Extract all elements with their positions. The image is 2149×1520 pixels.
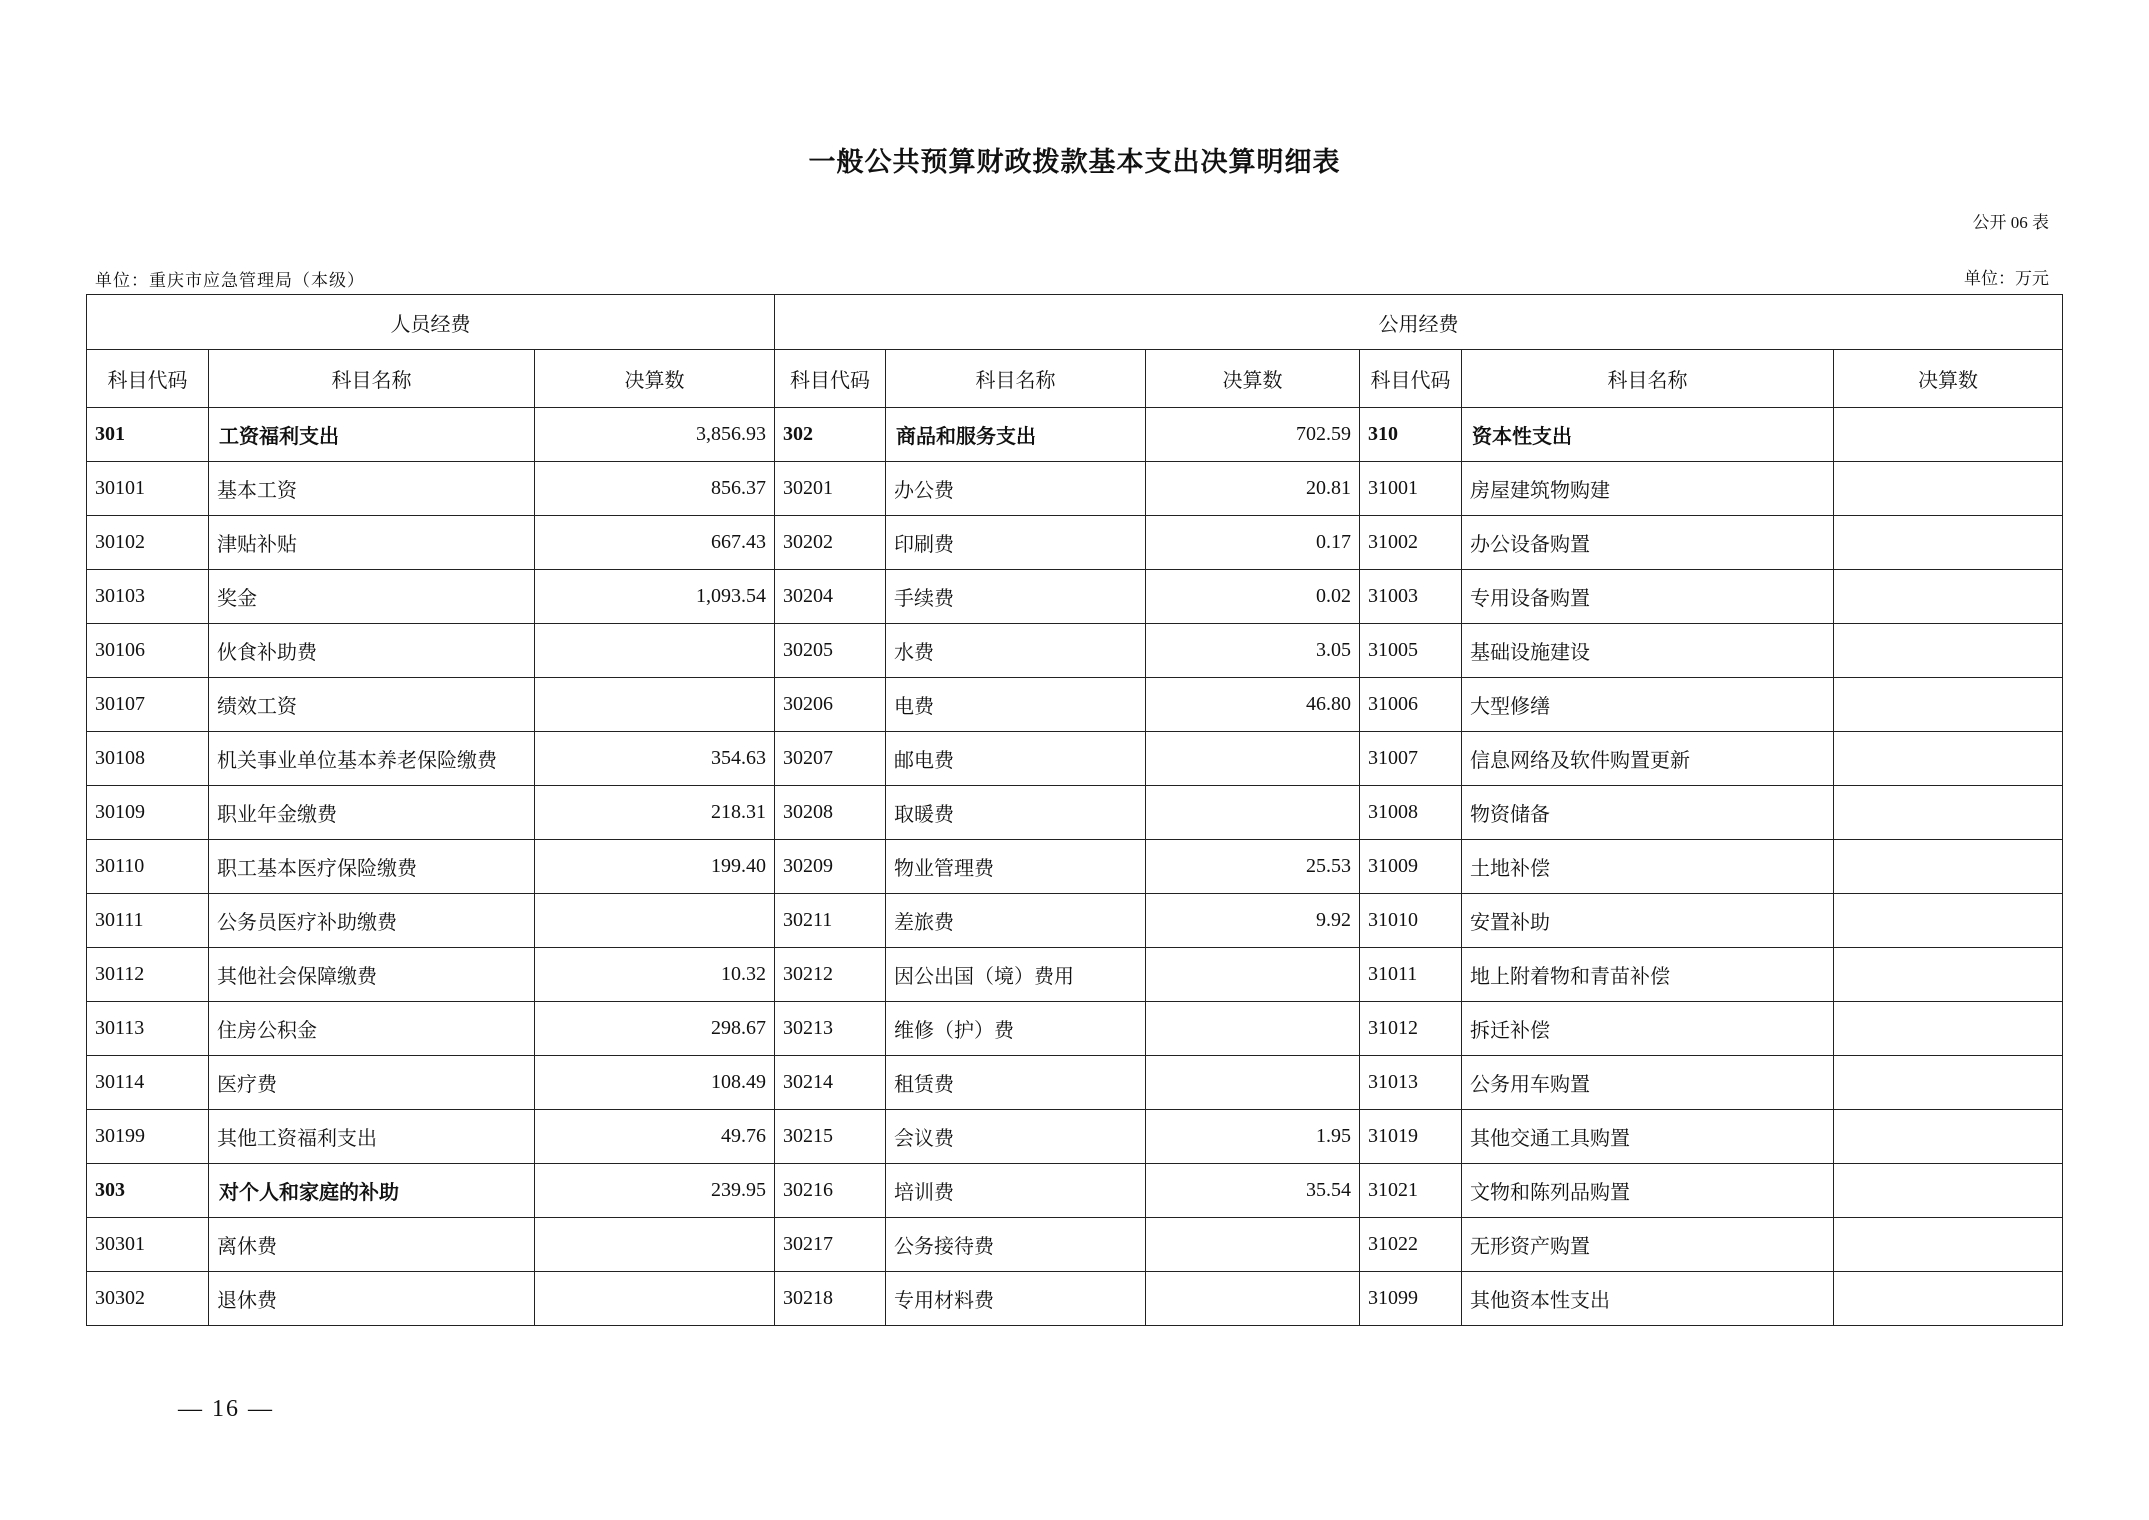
- amount-cell: [1834, 894, 2063, 948]
- subject-name-cell: 专用材料费: [886, 1272, 1146, 1326]
- subject-code-cell: 30212: [775, 948, 886, 1002]
- subject-code-cell: 30208: [775, 786, 886, 840]
- subject-name-cell: 文物和陈列品购置: [1462, 1164, 1834, 1218]
- subject-name-cell: 电费: [886, 678, 1146, 732]
- subject-code-cell: 30113: [87, 1002, 209, 1056]
- subject-name-cell: 伙食补助费: [209, 624, 535, 678]
- subject-code-cell: 30110: [87, 840, 209, 894]
- subject-code-cell: 31007: [1360, 732, 1462, 786]
- amount-cell: [1834, 1110, 2063, 1164]
- subject-code-cell: 31009: [1360, 840, 1462, 894]
- subject-name-cell: 房屋建筑物购建: [1462, 462, 1834, 516]
- subject-code-cell: 30209: [775, 840, 886, 894]
- table-row: [87, 1056, 2063, 1110]
- subject-code-cell: 31099: [1360, 1272, 1462, 1326]
- subject-name-cell: 住房公积金: [209, 1002, 535, 1056]
- table-row: [87, 732, 2063, 786]
- subject-name-cell: 其他资本性支出: [1462, 1272, 1834, 1326]
- amount-cell: 354.63: [535, 732, 775, 786]
- subject-code-cell: 30112: [87, 948, 209, 1002]
- amount-cell: [1834, 1218, 2063, 1272]
- amount-cell: 10.32: [535, 948, 775, 1002]
- column-header-amount: 决算数: [1834, 350, 2063, 408]
- amount-cell: [1834, 840, 2063, 894]
- amount-cell: 298.67: [535, 1002, 775, 1056]
- amount-cell: [535, 624, 775, 678]
- expenditure-table: [86, 294, 2063, 1326]
- subject-code-cell: 30114: [87, 1056, 209, 1110]
- subject-name-cell: 机关事业单位基本养老保险缴费: [209, 732, 535, 786]
- subject-code-cell: 30109: [87, 786, 209, 840]
- subject-code-cell: 31003: [1360, 570, 1462, 624]
- subject-name-cell: 基础设施建设: [1462, 624, 1834, 678]
- subject-code-cell: 30101: [87, 462, 209, 516]
- subject-code-cell: 30217: [775, 1218, 886, 1272]
- amount-cell: 856.37: [535, 462, 775, 516]
- subject-code-cell: 30111: [87, 894, 209, 948]
- amount-cell: [1834, 624, 2063, 678]
- subject-code-cell: 31011: [1360, 948, 1462, 1002]
- column-header-name: 科目名称: [886, 350, 1146, 408]
- amount-cell: 46.80: [1146, 678, 1360, 732]
- amount-cell: [1834, 1056, 2063, 1110]
- amount-cell: 1,093.54: [535, 570, 775, 624]
- subject-name-cell: 培训费: [886, 1164, 1146, 1218]
- subject-name-cell: 其他交通工具购置: [1462, 1110, 1834, 1164]
- page-number: — 16 —: [178, 1396, 274, 1422]
- amount-cell: [1146, 1056, 1360, 1110]
- amount-cell: 9.92: [1146, 894, 1360, 948]
- table-row: [87, 840, 2063, 894]
- amount-cell: [1146, 732, 1360, 786]
- amount-cell: [1146, 1218, 1360, 1272]
- amount-cell: 702.59: [1146, 408, 1360, 462]
- table-row: [87, 948, 2063, 1002]
- amount-cell: [535, 1272, 775, 1326]
- subject-code-cell: 30103: [87, 570, 209, 624]
- subject-name-cell: 租赁费: [886, 1056, 1146, 1110]
- table-row: [87, 570, 2063, 624]
- amount-cell: [1834, 408, 2063, 462]
- subject-name-cell: 安置补助: [1462, 894, 1834, 948]
- subject-code-cell: 303: [87, 1164, 209, 1218]
- subject-name-cell: 办公设备购置: [1462, 516, 1834, 570]
- subject-name-cell: 公务接待费: [886, 1218, 1146, 1272]
- subject-code-cell: 31012: [1360, 1002, 1462, 1056]
- amount-cell: 0.02: [1146, 570, 1360, 624]
- subject-name-cell: 其他社会保障缴费: [209, 948, 535, 1002]
- table-row: [87, 1110, 2063, 1164]
- subject-code-cell: 30102: [87, 516, 209, 570]
- subject-code-cell: 30106: [87, 624, 209, 678]
- amount-cell: [1834, 786, 2063, 840]
- subject-name-cell: 物资储备: [1462, 786, 1834, 840]
- table-row: [87, 462, 2063, 516]
- subject-code-cell: 31008: [1360, 786, 1462, 840]
- table-row: [87, 1164, 2063, 1218]
- table-row: [87, 408, 2063, 462]
- reporting-unit: 单位：重庆市应急管理局（本级）: [95, 271, 365, 290]
- amount-cell: 239.95: [535, 1164, 775, 1218]
- table-row: [87, 624, 2063, 678]
- amount-cell: 3.05: [1146, 624, 1360, 678]
- table-row: [87, 678, 2063, 732]
- amount-cell: [535, 894, 775, 948]
- amount-cell: 3,856.93: [535, 408, 775, 462]
- subject-name-cell: 商品和服务支出: [886, 408, 1146, 462]
- subject-name-cell: 职工基本医疗保险缴费: [209, 840, 535, 894]
- subject-code-cell: 310: [1360, 408, 1462, 462]
- subject-code-cell: 31002: [1360, 516, 1462, 570]
- amount-cell: [1834, 462, 2063, 516]
- subject-code-cell: 302: [775, 408, 886, 462]
- subject-name-cell: 地上附着物和青苗补偿: [1462, 948, 1834, 1002]
- amount-cell: [1834, 948, 2063, 1002]
- table-row: [87, 1272, 2063, 1326]
- subject-name-cell: 无形资产购置: [1462, 1218, 1834, 1272]
- subject-name-cell: 维修（护）费: [886, 1002, 1146, 1056]
- subject-code-cell: 30206: [775, 678, 886, 732]
- table-row: [87, 1002, 2063, 1056]
- amount-cell: [1834, 516, 2063, 570]
- table-row: [87, 1218, 2063, 1272]
- subject-code-cell: 301: [87, 408, 209, 462]
- subject-code-cell: 30218: [775, 1272, 886, 1326]
- subject-code-cell: 30215: [775, 1110, 886, 1164]
- column-header-code: 科目代码: [775, 350, 886, 408]
- subject-name-cell: 其他工资福利支出: [209, 1110, 535, 1164]
- subject-name-cell: 津贴补贴: [209, 516, 535, 570]
- subject-name-cell: 办公费: [886, 462, 1146, 516]
- subject-name-cell: 奖金: [209, 570, 535, 624]
- subject-code-cell: 31019: [1360, 1110, 1462, 1164]
- subject-code-cell: 30213: [775, 1002, 886, 1056]
- subject-name-cell: 取暖费: [886, 786, 1146, 840]
- amount-cell: [1834, 1164, 2063, 1218]
- document-title: 一般公共预算财政拨款基本支出决算明细表: [808, 147, 1341, 177]
- table-row: [87, 894, 2063, 948]
- amount-cell: [1834, 1002, 2063, 1056]
- amount-cell: 1.95: [1146, 1110, 1360, 1164]
- amount-cell: 667.43: [535, 516, 775, 570]
- subject-code-cell: 30108: [87, 732, 209, 786]
- group-header-public: 公用经费: [775, 295, 2063, 350]
- subject-name-cell: 离休费: [209, 1218, 535, 1272]
- amount-cell: [535, 678, 775, 732]
- table-row: [87, 516, 2063, 570]
- subject-name-cell: 差旅费: [886, 894, 1146, 948]
- subject-code-cell: 30204: [775, 570, 886, 624]
- subject-code-cell: 30301: [87, 1218, 209, 1272]
- subject-name-cell: 物业管理费: [886, 840, 1146, 894]
- amount-cell: [1146, 786, 1360, 840]
- currency-unit: 单位：万元: [1964, 269, 2049, 288]
- subject-name-cell: 土地补偿: [1462, 840, 1834, 894]
- subject-name-cell: 资本性支出: [1462, 408, 1834, 462]
- subject-name-cell: 邮电费: [886, 732, 1146, 786]
- subject-name-cell: 职业年金缴费: [209, 786, 535, 840]
- amount-cell: [1146, 1272, 1360, 1326]
- column-header-code: 科目代码: [87, 350, 209, 408]
- subject-name-cell: 退休费: [209, 1272, 535, 1326]
- amount-cell: 0.17: [1146, 516, 1360, 570]
- subject-code-cell: 31013: [1360, 1056, 1462, 1110]
- subject-name-cell: 对个人和家庭的补助: [209, 1164, 535, 1218]
- subject-name-cell: 水费: [886, 624, 1146, 678]
- amount-cell: [1146, 948, 1360, 1002]
- amount-cell: [1146, 1002, 1360, 1056]
- amount-cell: [1834, 1272, 2063, 1326]
- subject-name-cell: 大型修缮: [1462, 678, 1834, 732]
- column-header-amount: 决算数: [535, 350, 775, 408]
- subject-code-cell: 30201: [775, 462, 886, 516]
- column-header-code: 科目代码: [1360, 350, 1462, 408]
- table-row: [87, 786, 2063, 840]
- subject-code-cell: 30216: [775, 1164, 886, 1218]
- column-header-name: 科目名称: [1462, 350, 1834, 408]
- amount-cell: 199.40: [535, 840, 775, 894]
- subject-name-cell: 公务用车购置: [1462, 1056, 1834, 1110]
- subject-code-cell: 30214: [775, 1056, 886, 1110]
- subject-code-cell: 31006: [1360, 678, 1462, 732]
- subject-name-cell: 因公出国（境）费用: [886, 948, 1146, 1002]
- subject-name-cell: 专用设备购置: [1462, 570, 1834, 624]
- amount-cell: [1834, 732, 2063, 786]
- group-header-personnel: 人员经费: [87, 295, 775, 350]
- amount-cell: [535, 1218, 775, 1272]
- subject-name-cell: 公务员医疗补助缴费: [209, 894, 535, 948]
- table-number: 公开 06 表: [1972, 213, 2049, 232]
- subject-code-cell: 30107: [87, 678, 209, 732]
- amount-cell: [1834, 570, 2063, 624]
- subject-name-cell: 工资福利支出: [209, 408, 535, 462]
- subject-name-cell: 信息网络及软件购置更新: [1462, 732, 1834, 786]
- amount-cell: [1834, 678, 2063, 732]
- subject-code-cell: 30207: [775, 732, 886, 786]
- subject-code-cell: 30205: [775, 624, 886, 678]
- subject-code-cell: 31001: [1360, 462, 1462, 516]
- subject-code-cell: 30199: [87, 1110, 209, 1164]
- column-header-amount: 决算数: [1146, 350, 1360, 408]
- subject-code-cell: 31010: [1360, 894, 1462, 948]
- column-header-name: 科目名称: [209, 350, 535, 408]
- subject-code-cell: 30302: [87, 1272, 209, 1326]
- subject-code-cell: 30202: [775, 516, 886, 570]
- subject-code-cell: 31005: [1360, 624, 1462, 678]
- amount-cell: 218.31: [535, 786, 775, 840]
- amount-cell: 25.53: [1146, 840, 1360, 894]
- subject-name-cell: 基本工资: [209, 462, 535, 516]
- amount-cell: 35.54: [1146, 1164, 1360, 1218]
- subject-code-cell: 31021: [1360, 1164, 1462, 1218]
- subject-code-cell: 30211: [775, 894, 886, 948]
- subject-name-cell: 会议费: [886, 1110, 1146, 1164]
- amount-cell: 49.76: [535, 1110, 775, 1164]
- amount-cell: 108.49: [535, 1056, 775, 1110]
- subject-name-cell: 绩效工资: [209, 678, 535, 732]
- subject-code-cell: 31022: [1360, 1218, 1462, 1272]
- subject-name-cell: 印刷费: [886, 516, 1146, 570]
- amount-cell: 20.81: [1146, 462, 1360, 516]
- subject-name-cell: 手续费: [886, 570, 1146, 624]
- subject-name-cell: 拆迁补偿: [1462, 1002, 1834, 1056]
- subject-name-cell: 医疗费: [209, 1056, 535, 1110]
